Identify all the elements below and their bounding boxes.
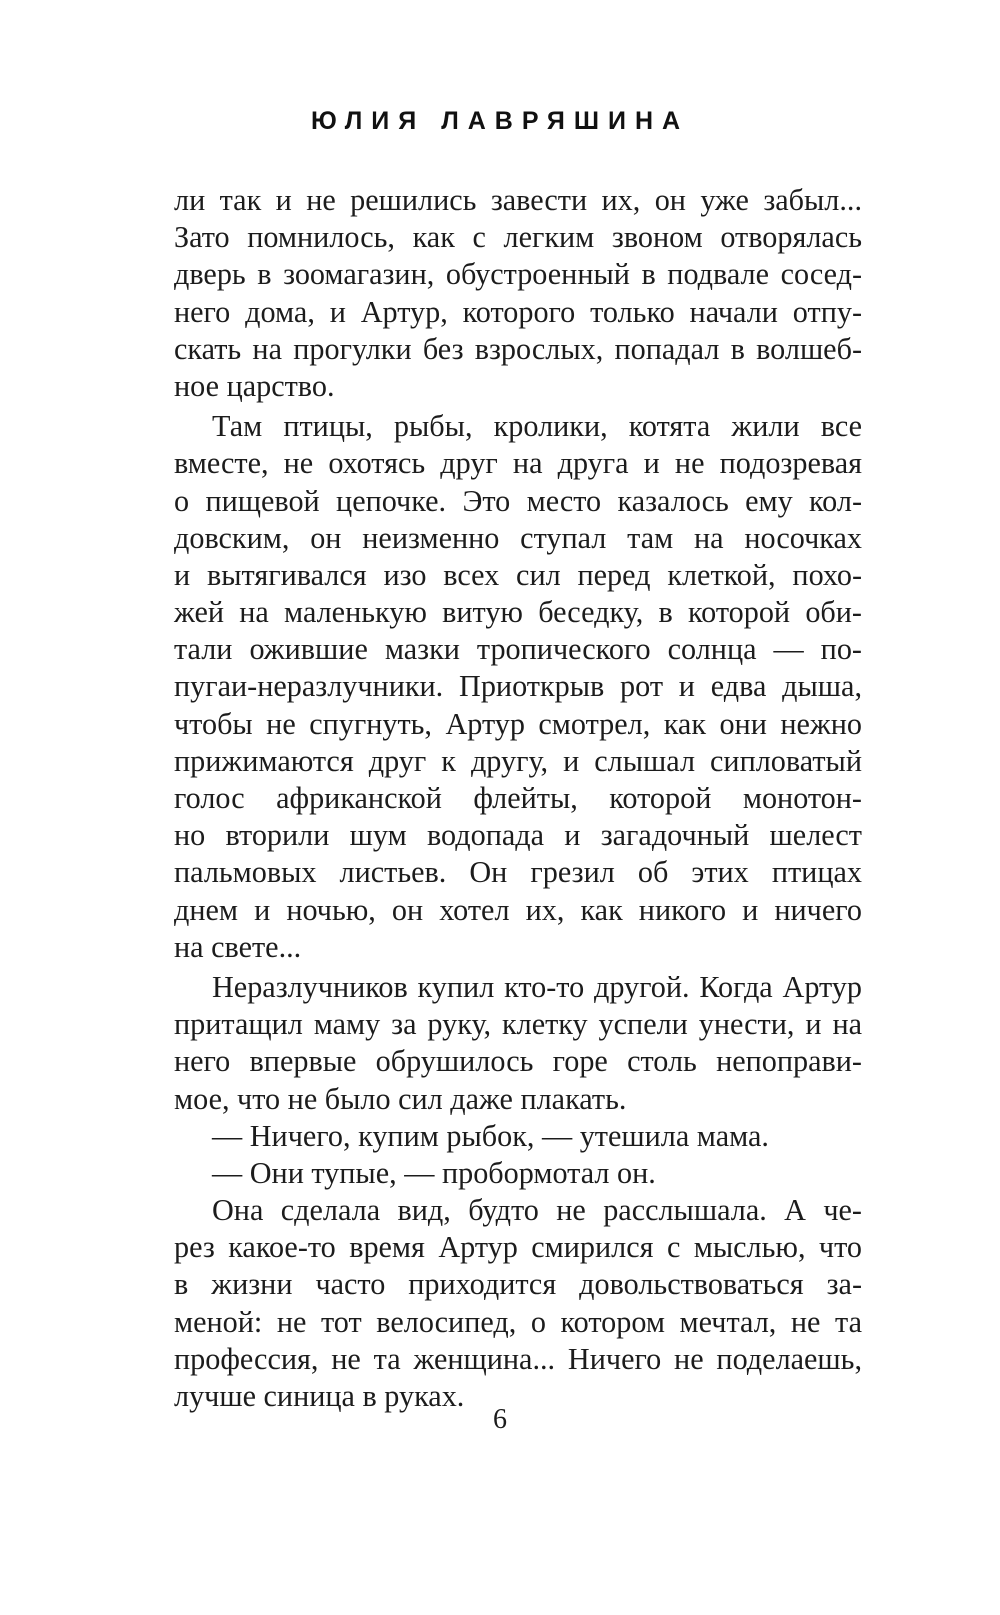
text-line: него дома, и Артур, которого только начали отпу- [174,294,862,329]
text-line: днем и ночью, он хотел их, как никого и ничего [174,892,862,927]
page-number: 6 [493,1404,507,1435]
text-line: довским, он неизменно ступал там на носочках [174,520,862,555]
dialogue-line: — Они тупые, — пробормотал он. [212,1155,656,1190]
text-line: Она сделала вид, будто не расслышала. А че- [212,1193,862,1228]
text-line: профессия, не та женщина... Ничего не поделаешь, [174,1341,862,1376]
text-line: голос африканской флейты, которой монотон- [174,781,862,815]
text-line: ное царство. [174,368,335,403]
text-line: но вторили шум водопада и загадочный шелест [174,818,862,853]
text-line: пугаи-неразлучники. Приоткрыв рот и едва дыша, [174,669,862,704]
text-line: на свете... [174,929,302,964]
text-line: мое, что не было сил даже плакать. [174,1081,627,1116]
text-line: пальмовых листьев. Он грезил об этих птицах [174,855,862,890]
text-line: жей на маленькую витую беседку, в которой оби- [174,595,862,630]
text-line: вместе, не охотясь друг на друга и не подозревая [174,446,862,481]
text-line: лучше синица в руках. [174,1379,465,1413]
text-line: притащил маму за руку, клетку успели унести, и на [174,1007,862,1042]
text-line: тали ожившие мазки тропического солнца — по- [174,632,862,667]
text-line: рез какое-то время Артур смирился с мыслью, что [174,1230,862,1265]
body-text [174,182,862,1415]
text-line: Там птицы, рыбы, кролики, котята жили все [212,409,862,444]
running-head-author: ЮЛИЯ ЛАВРЯШИНА [310,107,690,135]
text-line: меной: не тот велосипед, о котором мечтал, не та [174,1304,862,1339]
text-line: в жизни часто приходится довольствоваться за- [174,1267,862,1302]
dialogue-line: — Ничего, купим рыбок, — утешила мама. [212,1118,769,1153]
text-line: чтобы не спугнуть, Артур смотрел, как они нежно [174,706,862,741]
text-line: Зато помнилось, как с легким звоном отворялась [174,220,862,255]
text-line: ли так и не решились завести их, он уже забыл... [174,183,862,217]
text-line: него впервые обрушилось горе столь непоправи- [174,1044,862,1079]
text-line: и вытягивался изо всех сил перед клеткой, похо- [174,557,862,592]
text-line: скать на прогулки без взрослых, попадал в волшеб- [174,331,862,366]
text-line: прижимаются друг к другу, и слышал сипловатый [174,743,862,778]
text-line: Неразлучников купил кто-то другой. Когда Артур [212,969,862,1004]
text-line: дверь в зоомагазин, обустроенный в подвале сосед- [174,257,862,292]
text-line: о пищевой цепочке. Это место казалось ему кол- [174,483,862,518]
